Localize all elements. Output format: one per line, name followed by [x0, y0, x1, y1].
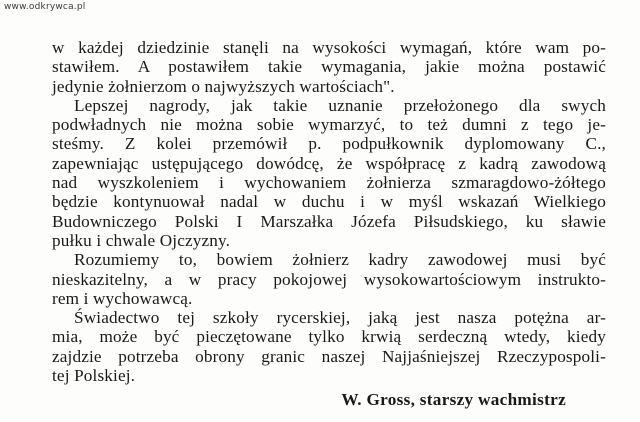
body-text [52, 38, 606, 385]
text-line: Budowniczego Polski I Marszałka Józefa Piłsudskiego, ku sławie [52, 211, 606, 231]
text-line: zapewniając ustępującego dowódcę, że współpracę z kadrą zawodową [52, 153, 606, 173]
paragraph-start-line: Rozumiemy to, bowiem żołnierz kadry zawodowej musi być [74, 250, 606, 270]
text-line: rem i wychowawcą. [52, 288, 193, 308]
text-line: steśmy. Z kolei przemówił p. podpułkownik dyplomowany C., [52, 134, 606, 154]
site-watermark: www.odkrywca.pl [4, 2, 86, 12]
paragraph-start-line: Lepszej nagrody, jak takie uznanie przełożonego dla swych [74, 95, 606, 115]
text-line: podwładnych nie można sobie wymarzyć, to też dumni z tego je- [52, 115, 606, 135]
text-line: mia, może być pieczętowane tylko krwią serdeczną wtedy, kiedy [52, 327, 606, 347]
text-line: jedynie żołnierzom o najwyższych wartościach". [52, 76, 395, 96]
text-line: tej Polskiej. [52, 366, 136, 386]
text-line: nieskazitelny, a w pracy pokojowej wysokowartościowym instrukto- [52, 269, 606, 289]
author-signature: W. Gross, starszy wachmistrz [341, 390, 566, 409]
text-line: będzie kontynuował nadal w duchu i w myśl wskazań Wielkiego [52, 192, 606, 212]
text-line: zajdzie potrzeba obrony granic naszej Najjaśniejszej Rzeczypospoli- [52, 346, 606, 366]
paragraph-start-line: Świadectwo tej szkoły rycerskiej, jaką jest nasza potężna ar- [74, 308, 606, 328]
text-line: stawiłem. A postawiłem takie wymagania, jakie można postawić [52, 57, 606, 77]
text-line: pułku i chwale Ojczyzny. [52, 230, 231, 250]
text-line: w każdej dziedzinie stanęli na wysokości wymagań, które wam po- [52, 38, 606, 57]
text-line: nad wyszkoleniem i wychowaniem żołnierza szmaragdowo-żółtego [52, 173, 606, 193]
